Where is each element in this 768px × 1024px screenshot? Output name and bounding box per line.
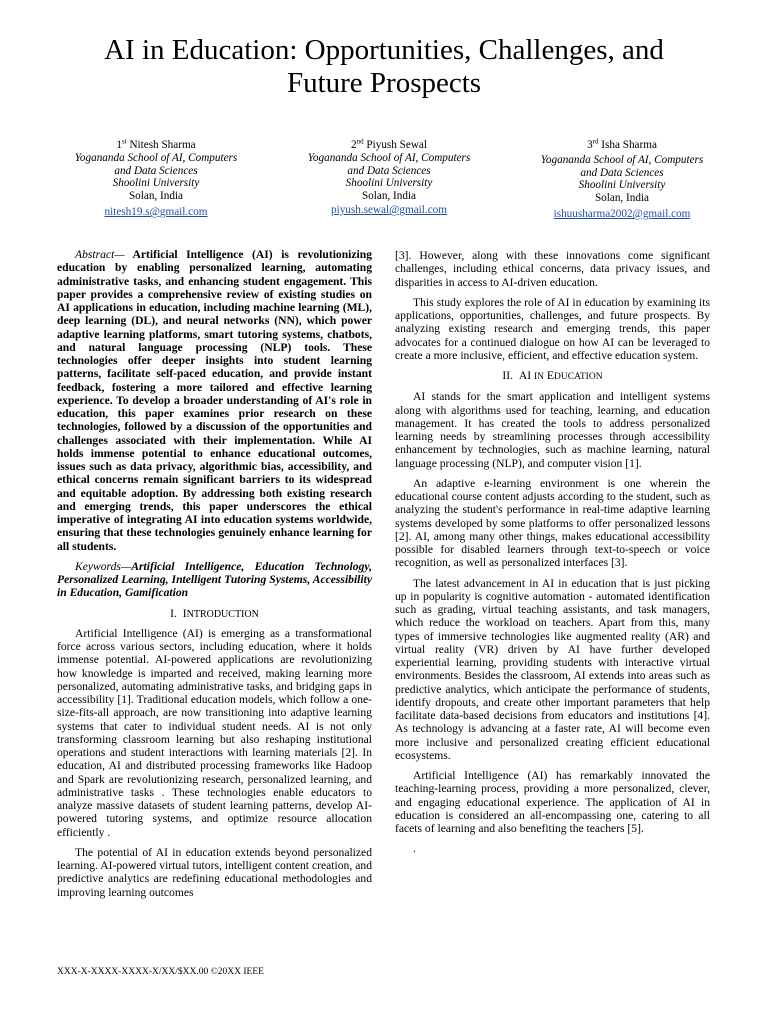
author-affiliation-2: and Data Sciences	[347, 164, 431, 177]
title-line-2: Future Prospects	[286, 67, 482, 99]
paragraph: [3]. However, along with these innovations come significant challenges, including ethical concerns, data privacy issues, and disparities in access to AI-driven education.	[395, 249, 710, 289]
right-column	[395, 249, 710, 863]
author-university: Shoolini University	[578, 179, 666, 192]
paragraph: An adaptive e-learning environment is one wherein the educational course content adjusts according to the student, such as analyzing the student's performance in real-time adaptive learning systems developed by some platforms to offer personalized lessons [2]. AI, among many other things, makes educational accessibility possible for disabled learners through text-to-speech or voice recognition, as well as personalized interfaces [3].	[395, 476, 710, 570]
author-name: 3rd Isha Sharma	[587, 137, 657, 151]
author-affiliation: Yogananda School of AI, Computers	[74, 151, 238, 164]
author-affiliation: Yogananda School of AI, Computers	[540, 153, 704, 166]
author-location: Solan, India	[361, 190, 417, 203]
keywords	[57, 560, 372, 600]
author-block-3	[522, 139, 722, 221]
author-email-link[interactable]: piyush.sewal@gmail.com	[331, 203, 447, 216]
abstract-label: Abstract—	[75, 248, 125, 261]
stray-period: .	[413, 842, 416, 856]
paragraph: AI stands for the smart application and intelligent systems along with algorithms used for teaching, learning, and education management. It has created the tools to address personalized learning needs by streamlining processes through accessibility enhancement by technologies, such as machine learning, natural language processing (NLP), and computer vision [1].	[395, 390, 710, 470]
author-name: 1st Nitesh Sharma	[116, 137, 196, 151]
section-heading-introduction: I. INTRODUCTION	[170, 606, 259, 620]
author-email-link[interactable]: nitesh19.s@gmail.com	[104, 205, 208, 218]
author-email-link[interactable]: ishuusharma2002@gmail.com	[553, 207, 691, 220]
author-block-1	[56, 139, 256, 219]
paragraph: This study explores the role of AI in education by examining its applications, opportunities, challenges, and future prospects. By analyzing existing research and emerging trends, this paper advocates for a continued dialogue on how AI can be leveraged to create a more inclusive, efficient, and effective education system.	[395, 295, 710, 362]
paragraph: The potential of AI in education extends beyond personalized learning. AI-powered virtual tutors, intelligent content creation, and predictive analytics are redefining educational methodologies and improving learning outcomes	[57, 845, 372, 899]
title-line-1: AI in Education: Opportunities, Challenges, and	[104, 34, 664, 66]
author-affiliation-2: and Data Sciences	[580, 166, 664, 179]
author-location: Solan, India	[594, 192, 650, 205]
left-column	[57, 248, 372, 906]
paragraph: Artificial Intelligence (AI) has remarkably innovated the teaching-learning process, providing a more personalized, clever, and engaging educational experience. The application of AI in education is considered an all-encompassing one, catering to all facets of learning and also benefiting the teachers [5].	[395, 769, 710, 835]
abstract-text: Artificial Intelligence (AI) is revolutionizing education by enabling personalized learning, automating administrative tasks, and enhancing student engagement. This paper provides a comprehensive review of existing studies on AI applications in education, including machine learning (ML), deep learning (DL), and neural networks (NN), which power adaptive learning platforms, smart tutoring systems, chatbots, and natural language processing (NLP) tools. These technologies offer deeper insights into student learning patterns, facilitate self-paced education, and provide instant feedback, fostering a more tailored and effective learning experience. To develop a broader understanding of AI's role in education, this paper examines prior research on these technologies, followed by a discussion of the opportunities and challenges associated with their implementation. While AI holds immense potential to enhance educational outcomes, issues such as data privacy, algorithmic bias, accessibility, and ethical concerns remain significant barriers to its widespread and equitable adoption. By addressing both existing research and emerging trends, this paper underscores the ethical imperative of integrating AI into education systems worldwide, ensuring that these technologies genuinely enhance learning for all students.	[57, 248, 372, 553]
author-university: Shoolini University	[345, 177, 433, 190]
author-location: Solan, India	[128, 190, 184, 203]
section-heading-ai-in-education: II. AI IN EDUCATION	[502, 369, 603, 382]
keywords-text: Artificial Intelligence, Education Technology, Personalized Learning, Intelligent Tutoring Systems, Accessibility in Education, Gamification	[57, 559, 372, 600]
paragraph: The latest advancement in AI in education that is just picking up in popularity is cognitive automation - automated identification such as grading, virtual teaching assistants, and task managers, which reduce the workload on teachers. Apart from this, many types of immersive technologies like augmented reality (AR) and virtual reality (VR) driven by AI have further developed experiential learning, providing students with interactive virtual environments. Besides the classroom, AI extends into areas such as predictive analytics, which anticipate the performance of students, identify dropouts, and create other important parameters that help facilitate data-based decisions from educators and institutions [4]. As technology is advancing at a faster rate, AI will become even more inclusive and personalized creating efficient educational ecosystems.	[395, 576, 710, 762]
author-name: 2nd Piyush Sewal	[351, 137, 427, 151]
author-affiliation-2: and Data Sciences	[114, 164, 198, 177]
abstract	[57, 248, 372, 553]
author-block-2	[289, 139, 489, 217]
author-university: Shoolini University	[112, 177, 200, 190]
paragraph: Artificial Intelligence (AI) is emerging as a transformational force across various sectors, including education, where it holds immense potential. AI-powered applications are revolutionizing how knowledge is imparted and received, making learning more personalized, automating administrative tasks, and bridging gaps in accessibility [1]. Traditional education models, which follow a one-size-fits-all approach, are now transitioning into adaptive learning systems that cater to individual student needs. AI is not only transforming classroom learning but also reshaping institutional operations and student interactions with learning materials [2]. In education, AI and distributed processing frameworks like Hadoop and Spark are revolutionizing research, personalized learning, and administrative tasks . These technologies enable educators to analyze massive datasets of student learning patterns, develop AI-powered tutoring systems, and optimize resource allocation efficiently .	[57, 626, 372, 839]
keywords-label: Keywords—	[75, 559, 132, 573]
copyright-footer: XXX-X-XXXX-XXXX-X/XX/$XX.00 ©20XX IEEE	[57, 967, 264, 977]
author-affiliation: Yogananda School of AI, Computers	[307, 151, 471, 164]
paper-title	[40, 34, 728, 100]
